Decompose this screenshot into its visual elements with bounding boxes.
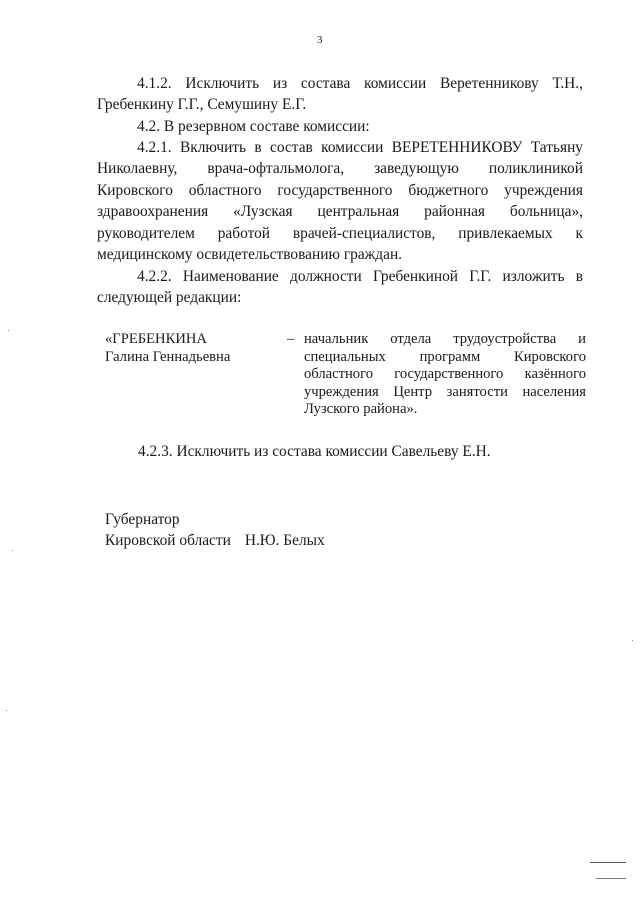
paragraph-4-2-2: 4.2.2. Наименование должности Гребенкиной Г.Г. изложить в следующей редакции: [97, 268, 583, 307]
scan-artifact-dot [6, 710, 7, 711]
page-number: 3 [317, 34, 323, 46]
person-name-block [105, 331, 285, 366]
scan-artifact-dot [632, 640, 633, 641]
person-surname: «ГРЕБЕНКИНА [105, 331, 207, 347]
signature-title-line2: Кировской области [105, 532, 231, 550]
scan-artifact-dot [8, 330, 9, 331]
scan-artifact-line [590, 862, 626, 863]
signature-block [105, 509, 325, 552]
signature-title-line1: Губернатор [105, 511, 180, 528]
person-position: начальник отдела трудоустройства и специальных программ Кировского областного государственного казённого учреждения Центр занятости населения Лузского района». [304, 331, 586, 417]
signature-name: Н.Ю. Белых [244, 532, 325, 550]
person-given-names: Галина Геннадьевна [105, 348, 231, 365]
scan-artifact-line [596, 878, 626, 879]
paragraph-4-2-1: 4.2.1. Включить в состав комиссии ВЕРЕТЕННИКОВУ Татьяну Николаевну, врача-офтальмолога, заведующую поликлиникой Кировского областного государственного бюджетного учреждения здравоохранения «Лузская центральная районная больница», руководителем работой врачей-специалистов, привлекаемых к медицинскому освидетельствованию граждан. [97, 139, 583, 264]
paragraph-4-1-2: 4.1.2. Исключить из состава комиссии Веретенникову Т.Н., Гребенкину Г.Г., Семушину Е.Г. [97, 75, 583, 114]
scan-artifact-dot [12, 550, 13, 551]
paragraph-4-2-3: 4.2.3. Исключить из состава комиссии Савельеву Е.Н. [138, 443, 491, 460]
entry-dash: – [287, 331, 295, 347]
paragraph-4-2: 4.2. В резервном составе комиссии: [137, 118, 370, 135]
signature-title-line2-row [105, 530, 325, 551]
